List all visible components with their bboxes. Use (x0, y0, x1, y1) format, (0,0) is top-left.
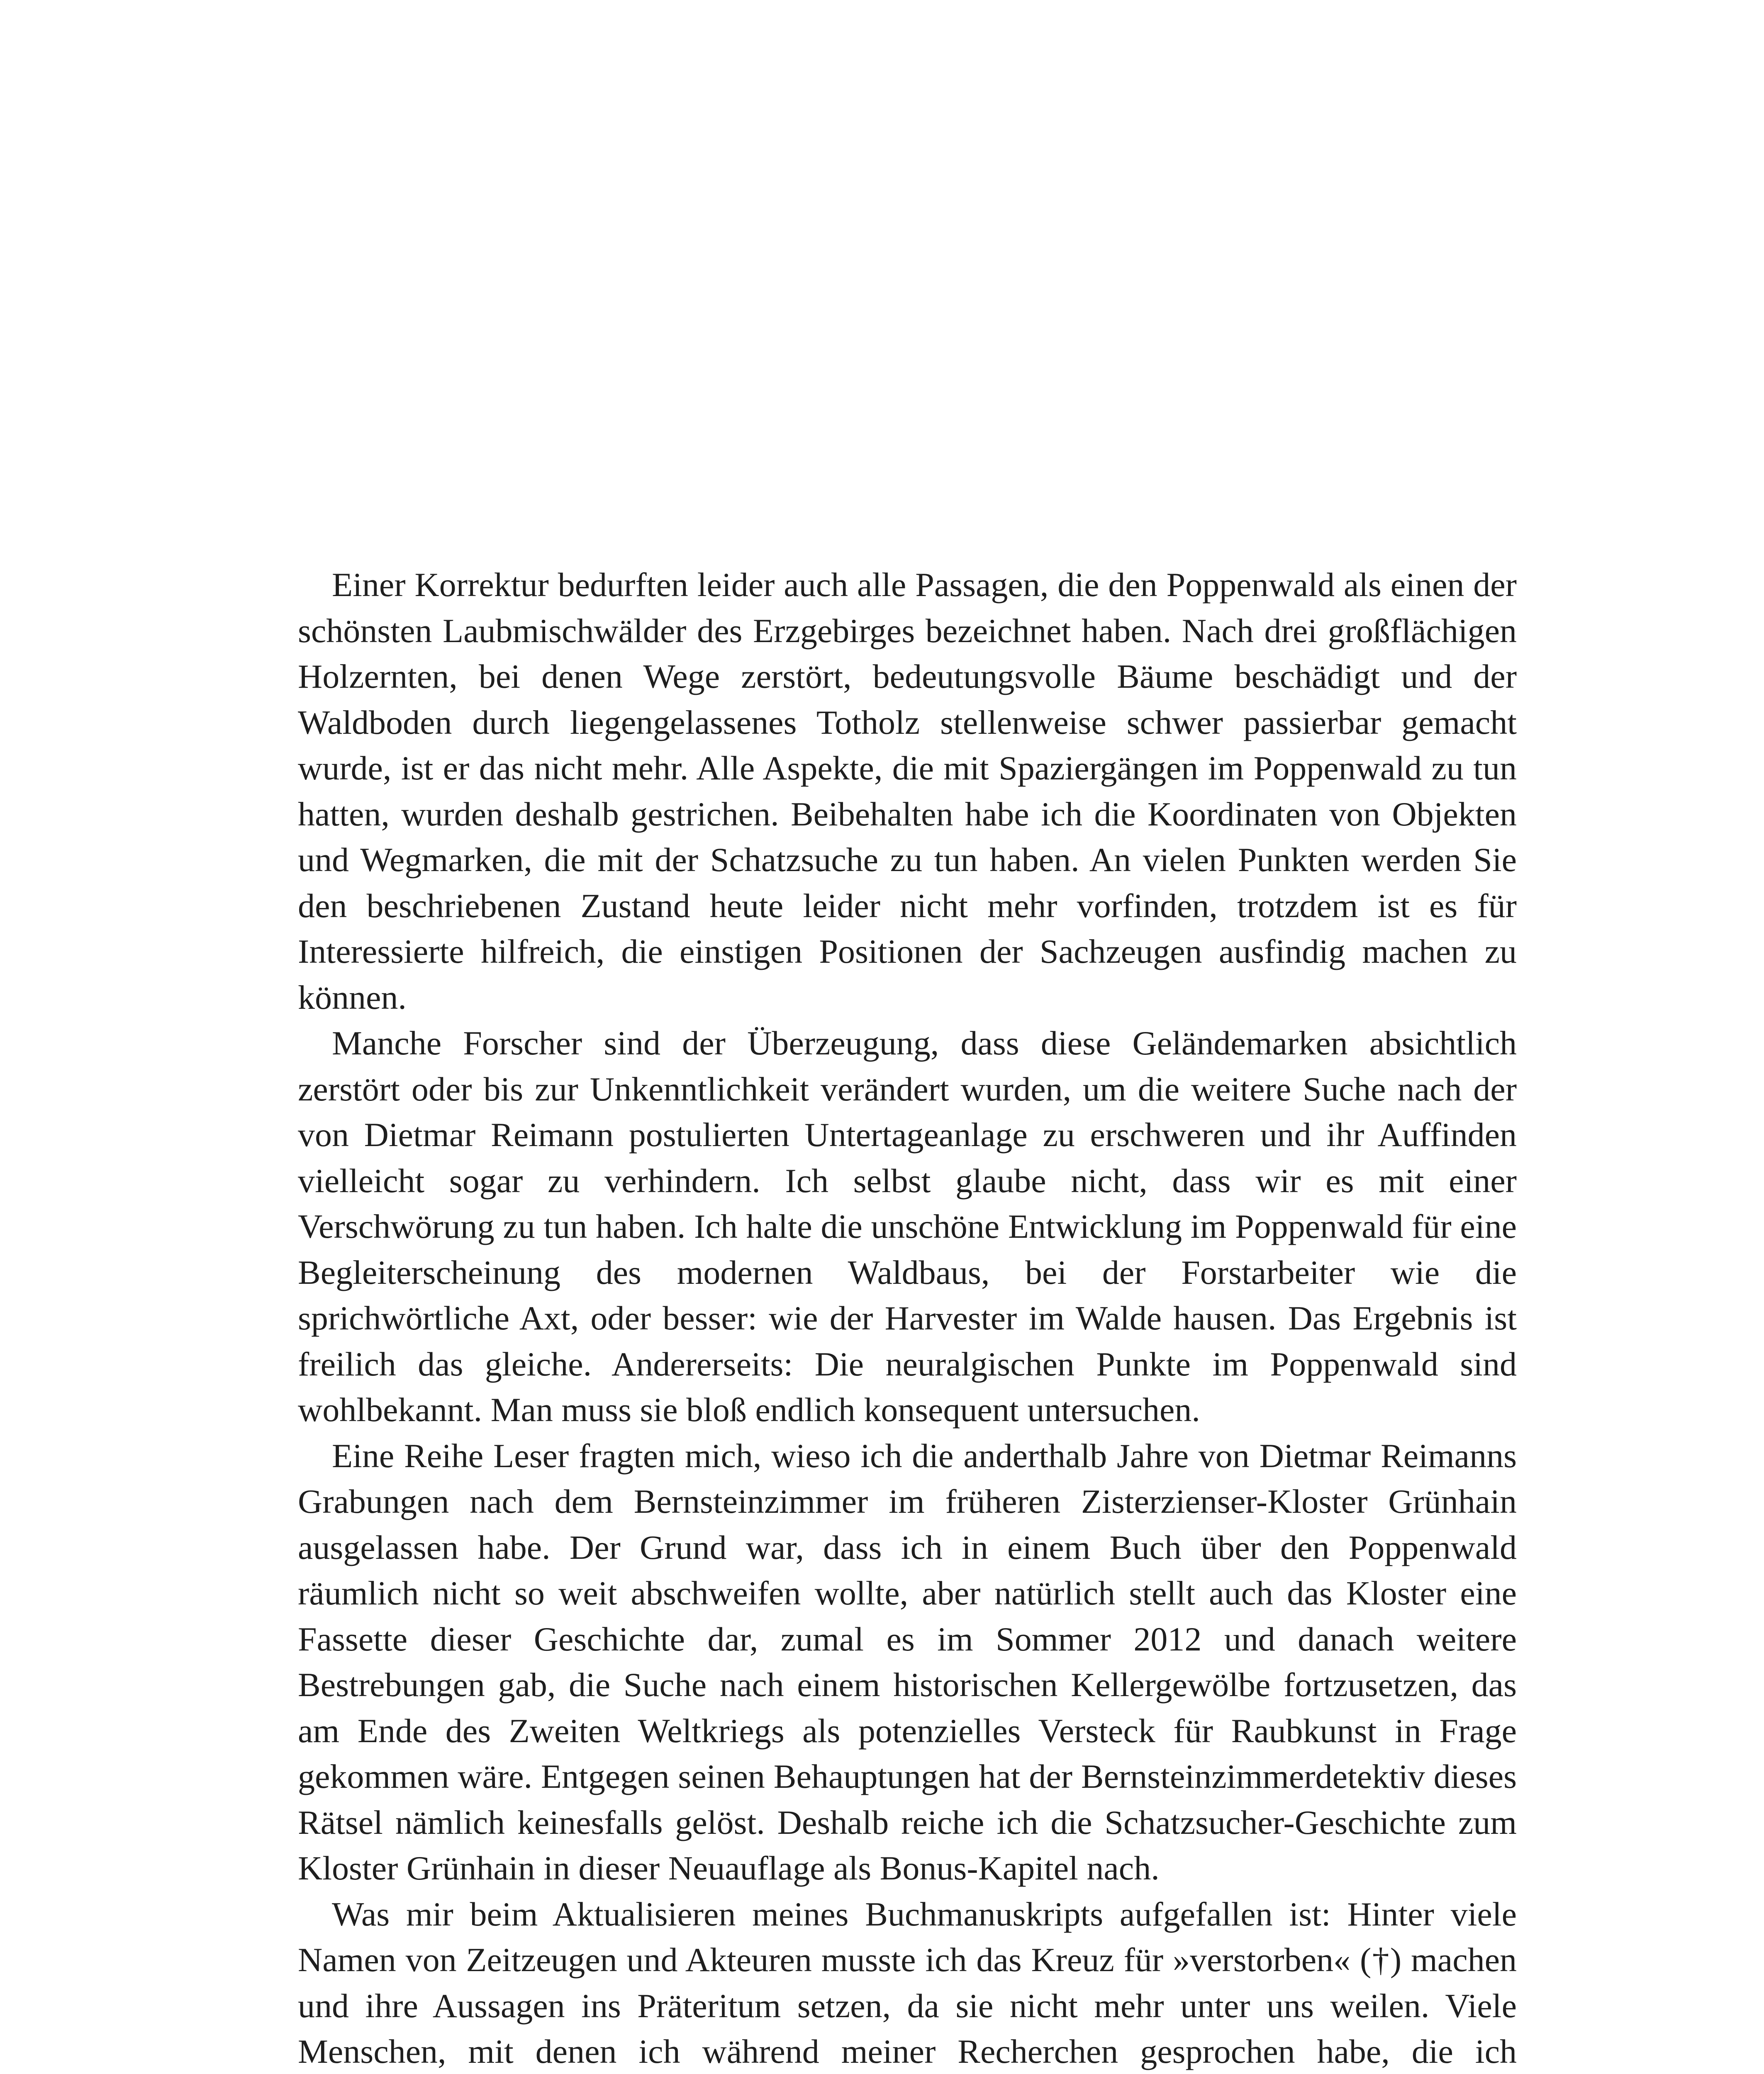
paragraph-4: Was mir beim Aktualisieren meines Buchmanuskripts aufgefallen ist: Hinter viele Namen von Zeitzeugen und Akteuren musste ich das Kreuz für »verstorben« (†) machen und ihre Aussagen ins Präteritum setzen, da sie nicht mehr unter uns weilen. Viele Menschen, mit denen ich während meiner Recherchen gesprochen habe, die ich (298, 1895, 1517, 2070)
paragraph-1: Einer Korrektur bedurften leider auch alle Passagen, die den Poppenwald als einen der schönsten Laubmischwälder des Erzgebirges bezeichnet haben. Nach drei großflächigen Holzernten, bei denen Wege zerstört, bedeutungsvolle Bäume beschädigt und der Waldboden durch liegengelassenes Totholz stellenweise schwer passierbar gemacht wurde, ist er das nicht mehr. Alle Aspekte, die mit Spaziergängen im Poppenwald zu tun hatten, wurden deshalb gestrichen. Beibehalten habe ich die Koordinaten von Objekten und Wegmarken, die mit der Schatzsuche zu tun haben. An vielen Punkten werden Sie den beschriebenen Zustand heute leider nicht mehr vorfinden, trotzdem ist es für Interessierte hilfreich, die einstigen Positionen der Sachzeugen ausfindig machen zu können. (298, 566, 1517, 1016)
paragraph-2: Manche Forscher sind der Überzeugung, dass diese Geländemarken absichtlich zerstört oder bis zur Unkenntlichkeit verändert wurden, um die weitere Suche nach der von Dietmar Reimann postulierten Untertageanlage zu erschweren und ihr Auffinden vielleicht sogar zu verhindern. Ich selbst glaube nicht, dass wir es mit einer Verschwörung zu tun haben. Ich halte die unschöne Entwicklung im Poppenwald für eine Begleiterscheinung des modernen Waldbaus, bei der Forstarbeiter wie die sprichwörtliche Axt, oder besser: wie der Harvester im Walde hausen. Das Ergebnis ist freilich das gleiche. Andererseits: Die neuralgischen Punkte im Poppenwald sind wohlbekannt. Man muss sie bloß endlich konsequent untersuchen. (298, 1024, 1517, 1429)
paragraph-3: Eine Reihe Leser fragten mich, wieso ich die anderthalb Jahre von Dietmar Reimanns Grabungen nach dem Bernsteinzimmer im früheren Zisterzienser-Kloster Grünhain ausgelassen habe. Der Grund war, dass ich in einem Buch über den Poppenwald räumlich nicht so weit abschweifen wollte, aber natürlich stellt auch das Kloster eine Fassette dieser Geschichte dar, zumal es im Sommer 2012 und danach weitere Bestrebungen gab, die Suche nach einem historischen Kellergewölbe fortzusetzen, das am Ende des Zweiten Weltkriegs als potenzielles Versteck für Raubkunst in Frage gekommen wäre. Entgegen seinen Behauptungen hat der Bernsteinzimmerdetektiv dieses Rätsel nämlich keinesfalls gelöst. Deshalb reiche ich die Schatzsucher-Geschichte zum Kloster Grünhain in dieser Neuauflage als Bonus-Kapitel nach. (298, 1436, 1517, 1887)
body-text (298, 562, 1517, 2074)
